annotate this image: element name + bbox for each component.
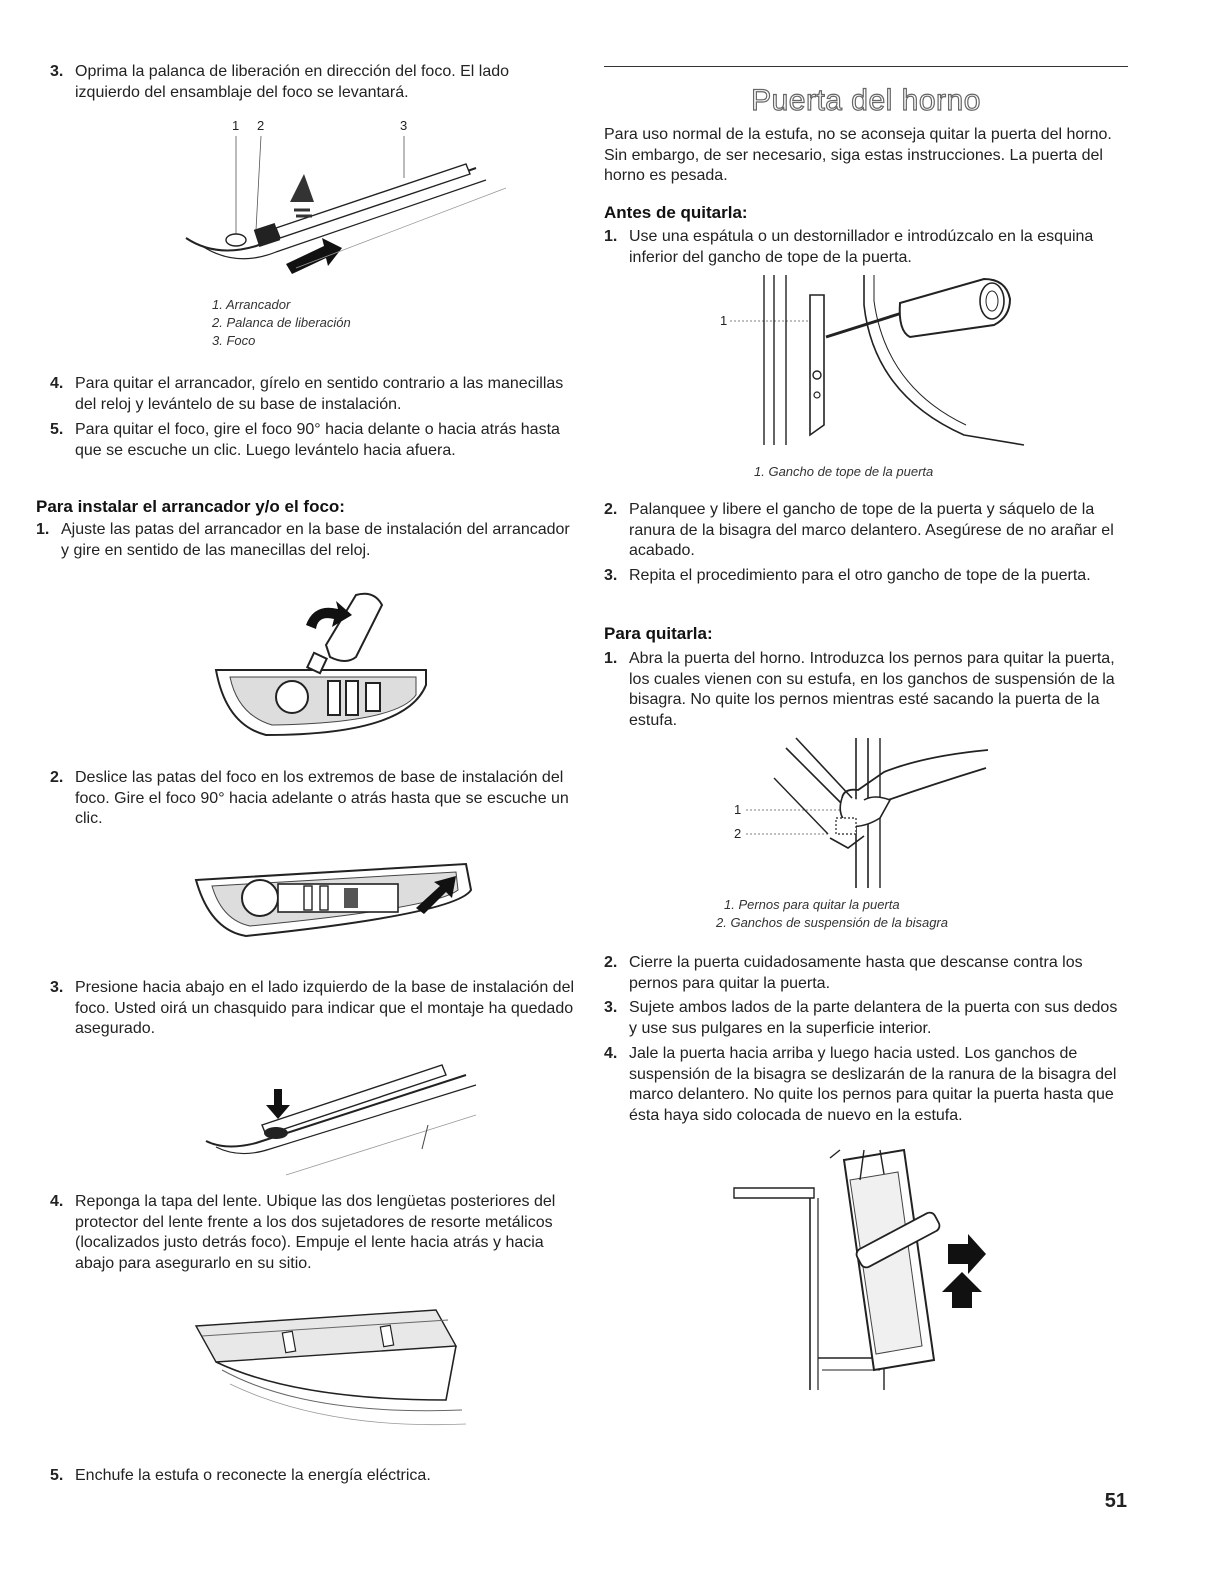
step-1-install-starter: 1. Ajuste las patas del arrancador en la base de instalación del arrancador y gire en sentido de las manecillas del reloj. <box>36 521 570 559</box>
intro-text: Para uso normal de la estufa, no se aconseja quitar la puerta del horno. Sin embargo, de ser necesario, siga estas instrucciones. La puerta del horno es pesada. <box>604 126 1112 184</box>
fig-pins-caption-1: 1. Pernos para quitar la puerta <box>724 897 900 912</box>
fig-stop-caption: 1. Gancho de tope de la puerta <box>754 464 934 479</box>
figure-insert-bulb <box>186 850 476 940</box>
fig1-label-2: 2 <box>257 118 265 133</box>
fig1-caption-2: 2. Palanca de liberación <box>212 315 351 330</box>
fig1-caption-3: 3. Foco <box>212 333 256 348</box>
fig-pins-label-2: 2 <box>734 826 742 841</box>
fig-pins-caption-2: 2. Ganchos de suspensión de la bisagra <box>716 915 948 930</box>
step-3-release-lever: 3. Oprima la palanca de liberación en dirección del foco. El lado izquierdo del ensamblaje del foco se levantará. <box>50 63 510 101</box>
figure-install-starter <box>206 585 436 755</box>
figure-lift-door <box>734 1150 1014 1400</box>
step-3-press-base: 3. Presione hacia abajo en el lado izquierdo de la base de instalación del foco. Usted oirá un chasquido para indicar que el montaje ha quedado asegurado. <box>50 979 575 1037</box>
before-step-3: 3. Repita el procedimiento para el otro gancho de tope de la puerta. <box>604 567 1091 584</box>
remove-step-4: 4. Jale la puerta hacia arriba y luego hacia usted. Los ganchos de suspensión de la bisagra se deslizarán de la ranura de la bisagra del marco delantero. No quite los pernos para quitar la puerta hasta que ésta haya sido colocada de nuevo en la estufa. <box>604 1045 1117 1124</box>
before-step-1: 1. Use una espátula o un destornillador e introdúzcalo en la esquina inferior del gancho de tope de la puerta. <box>604 228 1094 266</box>
figure-lens-cover <box>186 1300 466 1450</box>
figure-door-stop-hook <box>714 275 1034 455</box>
remove-step-3: 3. Sujete ambos lados de la parte delantera de la puerta con sus dedos y use sus pulgares en la superficie interior. <box>604 999 1118 1037</box>
page-number: 51 <box>1104 1490 1127 1512</box>
fig1-label-3: 3 <box>400 118 408 133</box>
step-2-insert-bulb: 2. Deslice las patas del foco en los extremos de base de instalación del foco. Gire el foco 90° hacia adelante o atrás hasta que se escuche un clic. <box>50 769 569 827</box>
before-heading: Antes de quitarla: <box>604 203 748 222</box>
figure-starter-lever-bulb <box>146 118 526 298</box>
fig-pins-label-1: 1 <box>734 802 742 817</box>
install-heading: Para instalar el arrancador y/o el foco: <box>36 497 345 516</box>
fig1-label-1: 1 <box>232 118 240 133</box>
figure-press-base <box>166 1055 486 1185</box>
step-4-replace-lens: 4. Reponga la tapa del lente. Ubique las dos lengüetas posteriores del protector del lente frente a los dos sujetadores de resorte metálicos (localizados justo detrás foco). Empuje el lente hacia atrás y hacia abajo para asegurarlo en su sitio. <box>50 1193 556 1272</box>
before-step-2: 2. Palanquee y libere el gancho de tope de la puerta y sáquelo de la ranura de la bisagra del marco delantero. Asegúrese de no arañar el acabado. <box>604 501 1114 559</box>
fig1-caption-1: 1. Arrancador <box>212 297 291 312</box>
section-title: Puerta del horno <box>751 84 981 117</box>
figure-door-pins <box>724 738 1004 888</box>
step-5-remove-bulb: 5. Para quitar el foco, gire el foco 90° hacia delante o hacia atrás hasta que se escuche un clic. Luego levántelo hacia afuera. <box>50 421 560 459</box>
section-divider <box>604 66 1128 67</box>
step-4-remove-starter: 4. Para quitar el arrancador, gírelo en sentido contrario a las manecillas del reloj y levántelo de su base de instalación. <box>50 375 564 413</box>
remove-heading: Para quitarla: <box>604 624 713 643</box>
fig-stop-label-1: 1 <box>720 313 728 328</box>
remove-step-2: 2. Cierre la puerta cuidadosamente hasta que descanse contra los pernos para quitar la puerta. <box>604 954 1083 992</box>
remove-step-1: 1. Abra la puerta del horno. Introduzca los pernos para quitar la puerta, los cuales vienen con su estufa, en los ganchos de suspensión de la bisagra. No quite los pernos mientras esté sacando la puerta de la estufa. <box>604 650 1115 729</box>
step-5-reconnect-power: 5. Enchufe la estufa o reconecte la energía eléctrica. <box>50 1467 431 1484</box>
